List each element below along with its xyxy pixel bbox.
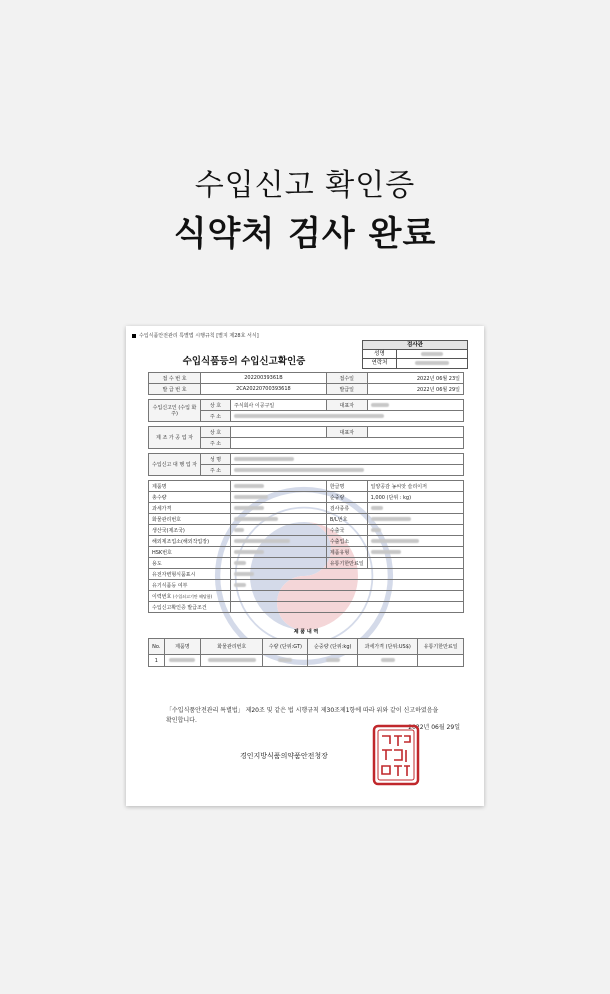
gmo-label: 유전자변형식품표시 xyxy=(149,569,231,580)
product-col-header: 제품명 xyxy=(164,639,200,655)
cargo-no-label: 화물관리번호 xyxy=(149,514,231,525)
import-certificate-document xyxy=(126,326,484,806)
product-table xyxy=(148,638,464,667)
remarks-label xyxy=(149,591,231,602)
document-title: 수입식품등의 수입신고확인증 xyxy=(182,356,306,367)
manufacturer-address-label: 주 소 xyxy=(201,438,231,449)
issue-no: 2CA20220700393618 xyxy=(201,384,327,395)
inspector-contact-label: 연락처 xyxy=(363,359,397,368)
product-col-header: 과세가격 (단위:US$) xyxy=(358,639,418,655)
history-no-label: 이력번호 xyxy=(152,593,172,600)
product-col-header: 순중량 (단위:kg) xyxy=(308,639,358,655)
product-row-no: 1 xyxy=(149,655,165,667)
importer-address-label: 주 소 xyxy=(201,411,231,422)
receipt-no-label: 접 수 번 호 xyxy=(149,373,201,384)
conditions-label: 수입신고확인증 발급조건 xyxy=(149,602,231,613)
official-stamp-icon xyxy=(372,724,420,786)
expiry-label: 유통기한만료일 xyxy=(326,558,367,569)
agent-name-label: 성 명 xyxy=(201,454,231,465)
issue-date-label: 발급일 xyxy=(326,384,367,395)
tax-price-label: 과세가격 xyxy=(149,503,231,514)
form-reference: 수입식품안전관리 특별법 시행규칙 [별지 제28호 서식] xyxy=(132,332,259,339)
inspection-type-label: 검사종류 xyxy=(326,503,367,514)
total-qty-label: 총수량 xyxy=(149,492,231,503)
importer-trade-name-label: 상 호 xyxy=(201,400,231,411)
receipt-date: 2022년 06월 23일 xyxy=(367,373,463,384)
statement-date: 2022년 06월 29일 xyxy=(408,724,460,731)
history-no-note: (수입쇠고기만 해당함) xyxy=(172,593,213,599)
product-col-header: No. xyxy=(149,639,165,655)
origin-label: 생산국(제조국) xyxy=(149,525,231,536)
receipt-date-label: 접수일 xyxy=(326,373,367,384)
agent-address-label: 주 소 xyxy=(201,465,231,476)
importer-label: 수입신고인 (수입 화주) xyxy=(149,400,201,422)
inspector-box xyxy=(362,340,468,369)
receipt-no: 20220039361B xyxy=(201,373,327,384)
hsk-label: HSK번호 xyxy=(149,547,231,558)
headline-title: 수입신고 확인증 xyxy=(194,168,416,203)
export-country-label: 수출국 xyxy=(326,525,367,536)
manufacturer-label: 제 조 가 공 업 자 xyxy=(149,427,201,449)
bl-no-label: B/L번호 xyxy=(326,514,367,525)
issue-date: 2022년 06월 29일 xyxy=(367,384,463,395)
inspector-name-label: 성명 xyxy=(363,350,397,358)
headline-subtitle: 식약처 검사 완료 xyxy=(173,214,437,254)
product-table-caption: 제 품 내 역 xyxy=(293,629,319,635)
korean-name-label: 한글명 xyxy=(326,481,367,492)
manufacturer-rep-label: 대표자 xyxy=(326,427,367,438)
agent-label: 수입신고 대 행 업 자 xyxy=(149,454,201,476)
issue-no-label: 발 급 번 호 xyxy=(149,384,201,395)
inspector-header: 검사관 xyxy=(363,341,467,350)
product-col-header: 유통기한만료일 xyxy=(418,639,464,655)
importer-trade-name: 주식회사 이공구일 xyxy=(231,400,327,411)
certificate-form-table xyxy=(148,372,464,613)
overseas-manufacturer-label: 해외제조업소(해외작업장) xyxy=(149,536,231,547)
product-col-header: 화물관리번호 xyxy=(201,639,263,655)
use-label: 용도 xyxy=(149,558,231,569)
confirmation-statement: 「수입식품안전관리 특별법」 제20조 및 같은 법 시행규칙 제30조제1항에 따라 위와 같이 신고하였음을 확인합니다. xyxy=(166,707,439,724)
product-type-label: 제품유형 xyxy=(326,547,367,558)
net-weight-label: 순중량 xyxy=(326,492,367,503)
issuer-name: 경인지방식품의약품안전청장 xyxy=(240,752,328,760)
product-name-label: 제품명 xyxy=(149,481,231,492)
exporter-label: 수출업소 xyxy=(326,536,367,547)
importer-rep-label: 대표자 xyxy=(326,400,367,411)
korean-name: 일양공감 농씨앗 슬리이저 xyxy=(367,481,463,492)
table-row xyxy=(149,655,464,667)
net-weight: 1,000 (단위 : kg) xyxy=(367,492,463,503)
organic-label: 유기식품등 여부 xyxy=(149,580,231,591)
product-col-header: 수량 (단위:GT) xyxy=(263,639,308,655)
manufacturer-trade-name-label: 상 호 xyxy=(201,427,231,438)
